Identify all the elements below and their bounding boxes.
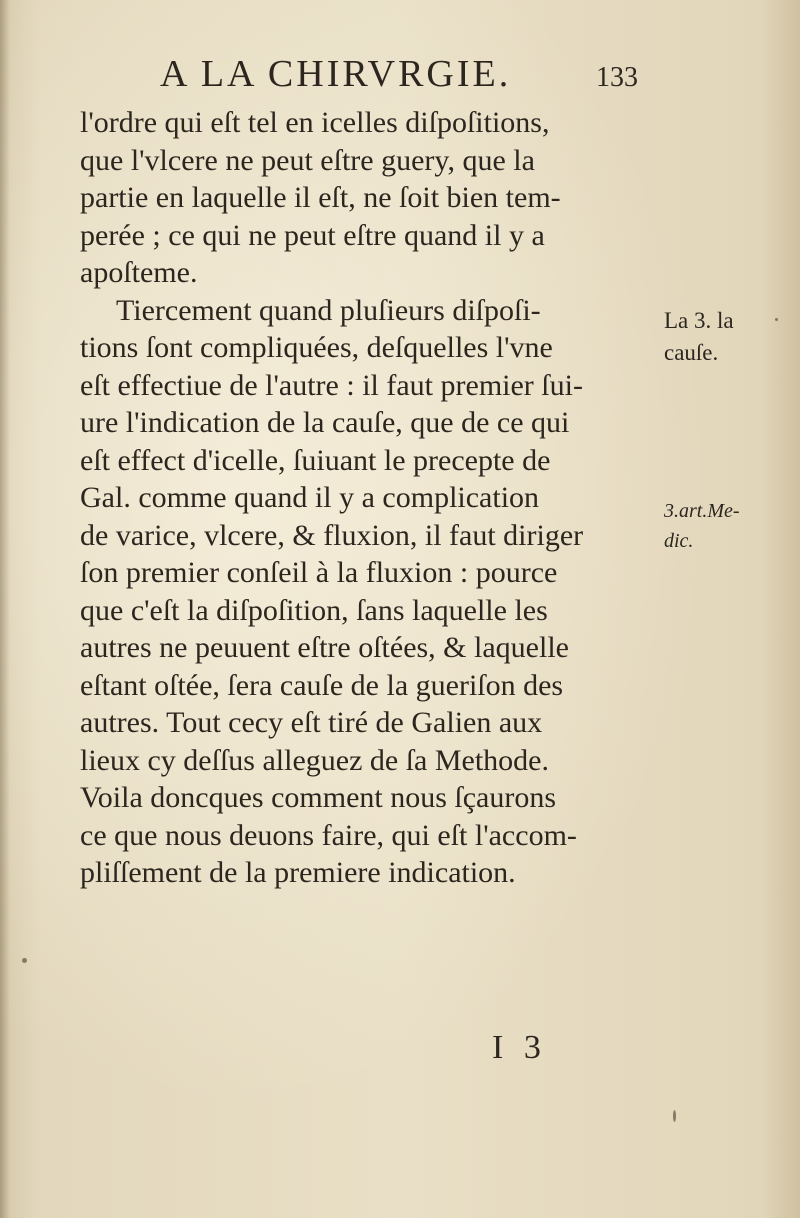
text-line: de varice, vlcere, & fluxion, il faut diriger (80, 518, 584, 552)
text-line: perée ; ce qui ne peut eſtre quand il y a (80, 218, 545, 252)
margin-note: dic. (664, 530, 694, 552)
ink-speck (673, 1110, 676, 1122)
ink-speck (775, 318, 778, 321)
running-title: A LA CHIRVRGIE. (160, 53, 512, 95)
margin-note: La 3. la (664, 308, 734, 333)
text-line: autres ne peuuent eſtre oſtées, & laquelle (80, 631, 569, 664)
text-line: lieux cy deſſus alleguez de ſa Methode. (80, 743, 549, 777)
page-header (160, 52, 660, 102)
text-line: l'ordre qui eſt tel en icelles diſpoſitions, (80, 106, 550, 139)
body-text (80, 104, 665, 892)
text-line: partie en laquelle il eſt, ne ſoit bien tem- (80, 181, 561, 214)
margin-note: 3.art.Me- (664, 500, 740, 522)
text-line: Voila doncques comment nous ſçaurons (80, 781, 557, 814)
text-line: Gal. comme quand il y a complication (80, 481, 540, 514)
text-line: que c'eſt la diſpoſition, ſans laquelle les (80, 593, 548, 627)
binding-shadow (0, 0, 10, 1218)
margin-note: cauſe. (664, 340, 719, 365)
ink-speck (22, 958, 27, 963)
text-line: que l'vlcere ne peut eſtre guery, que la (80, 143, 535, 177)
text-line: ce que nous deuons faire, qui eſt l'accom- (80, 818, 577, 852)
text-line: eſtant oſtée, ſera cauſe de la gueriſon des (80, 668, 564, 702)
text-line: tions ſont compliquées, deſquelles l'vne (80, 331, 553, 364)
text-line: Tiercement quand pluſieurs diſpoſi- (116, 293, 541, 327)
page-number: 133 (596, 62, 638, 93)
text-line: pliſſement de la premiere indication. (80, 856, 516, 889)
text-line: apoſteme. (80, 256, 198, 289)
signature-mark: I 3 (492, 1029, 547, 1066)
text-line: eſt effectiue de l'autre : il faut premier ſui- (80, 368, 583, 402)
text-line: ure l'indication de la cauſe, que de ce qui (80, 406, 570, 439)
text-line: eſt effect d'icelle, ſuiuant le precepte de (80, 443, 551, 477)
text-line: autres. Tout cecy eſt tiré de Galien aux (80, 706, 543, 739)
text-line: ſon premier conſeil à la fluxion : pource (80, 556, 558, 589)
